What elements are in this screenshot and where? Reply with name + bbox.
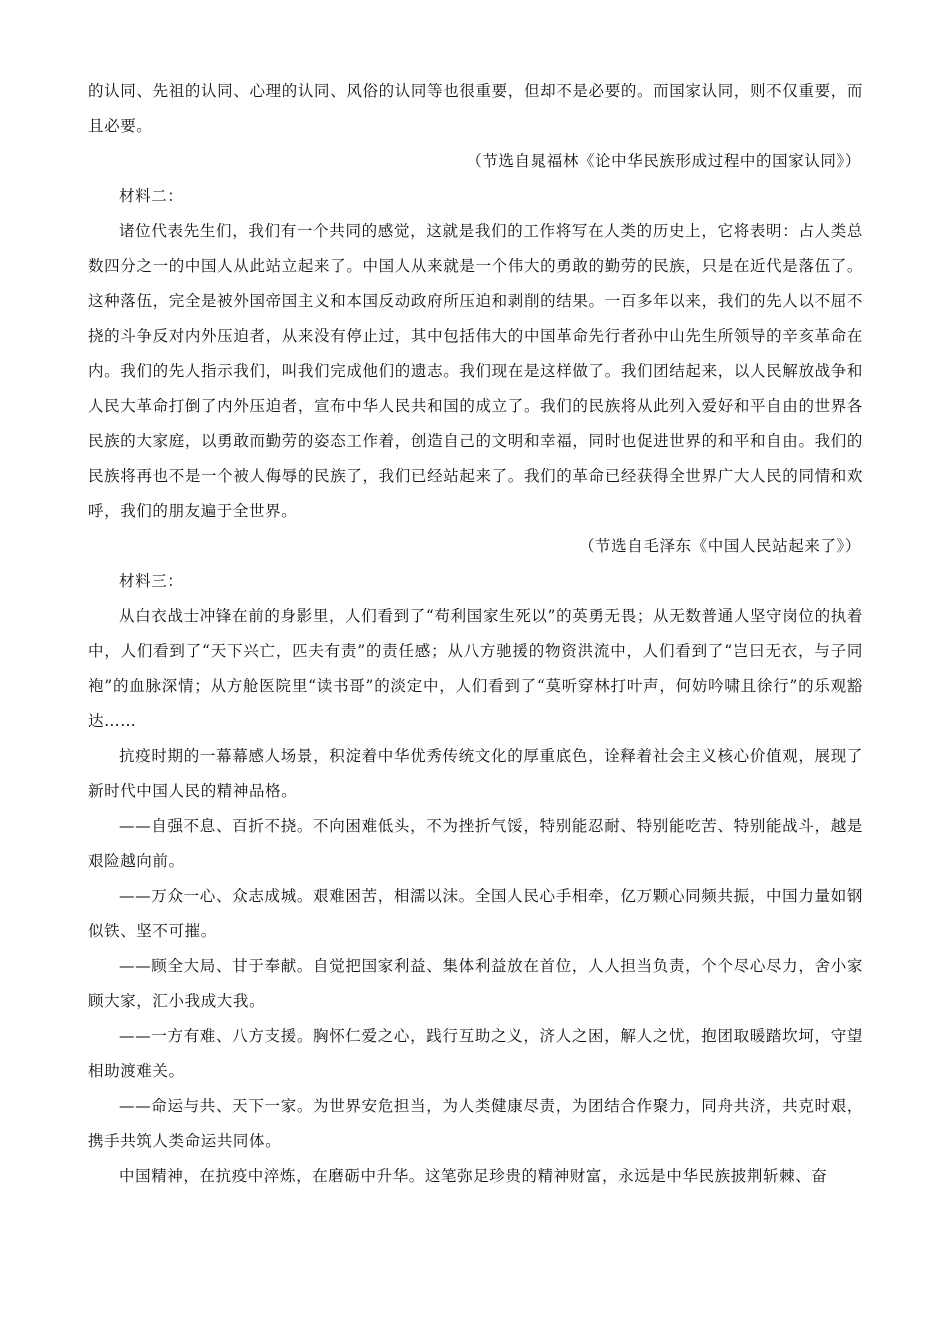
document-page xyxy=(88,74,863,1194)
material1-source: （节选自晁福林《论中华民族形成过程中的国家认同》） xyxy=(466,152,861,170)
material3-paragraph: ——一方有难、八方支援。胸怀仁爱之心，践行互助之义，济人之困，解人之忧，抱团取暖踏坎坷，守望相助渡难关。 xyxy=(88,1027,863,1080)
material2-source: （节选自毛泽东《中国人民站起来了》） xyxy=(578,537,861,555)
material3-heading: 材料三： xyxy=(119,572,184,590)
material2-paragraph: 诸位代表先生们，我们有一个共同的感觉，这就是我们的工作将写在人类的历史上，它将表明：占人类总数四分之一的中国人从此站立起来了。中国人从来就是一个伟大的勇敢的勤劳的民族，只是在近代是落伍了。这种落伍，完全是被外国帝国主义和本国反动政府所压迫和剥削的结果。一百多年以来，我们的先人以不屈不挠的斗争反对内外压迫者，从来没有停止过，其中包括伟大的中国革命先行者孙中山先生所领导的辛亥革命在内。我们的先人指示我们，叫我们完成他们的遗志。我们现在是这样做了。我们团结起来，以人民解放战争和人民大革命打倒了内外压迫者，宣布中华人民共和国的成立了。我们的民族将从此列入爱好和平自由的世界各民族的大家庭，以勇敢而勤劳的姿态工作着，创造自己的文明和幸福，同时也促进世界的和平和自由。我们的民族将再也不是一个被人侮辱的民族了，我们已经站起来了。我们的革命已经获得全世界广大人民的同情和欢呼，我们的朋友遍于全世界。 xyxy=(88,222,863,520)
material3-paragraph: 抗疫时期的一幕幕感人场景，积淀着中华优秀传统文化的厚重底色，诠释着社会主义核心价值观，展现了新时代中国人民的精神品格。 xyxy=(88,747,863,800)
material2-heading: 材料二： xyxy=(119,187,184,205)
material1-continuation: 的认同、先祖的认同、心理的认同、风俗的认同等也很重要，但却不是必要的。而国家认同，则不仅重要，而且必要。 xyxy=(88,82,863,135)
material3-paragraph: ——万众一心、众志成城。艰难困苦，相濡以沫。全国人民心手相牵，亿万颗心同频共振，中国力量如钢似铁、坚不可摧。 xyxy=(88,887,863,940)
material3-paragraph: ——命运与共、天下一家。为世界安危担当，为人类健康尽责，为团结合作聚力，同舟共济，共克时艰，携手共筑人类命运共同体。 xyxy=(88,1097,863,1150)
material3-paragraph: ——顾全大局、甘于奉献。自觉把国家利益、集体利益放在首位，人人担当负责，个个尽心尽力，舍小家顾大家，汇小我成大我。 xyxy=(88,957,863,1010)
material3-paragraph: 中国精神，在抗疫中淬炼，在磨砺中升华。这笔弥足珍贵的精神财富，永远是中华民族披荆斩棘、奋 xyxy=(119,1167,828,1185)
material3-paragraph: ——自强不息、百折不挠。不向困难低头，不为挫折气馁，特别能忍耐、特别能吃苦、特别能战斗，越是艰险越向前。 xyxy=(88,817,863,870)
material3-paragraph: 从白衣战士冲锋在前的身影里，人们看到了“苟利国家生死以”的英勇无畏；从无数普通人坚守岗位的执着中，人们看到了“天下兴亡，匹夫有责”的责任感；从八方驰援的物资洪流中，人们看到了“岂曰无衣，与子同袍”的血脉深情；从方舱医院里“读书哥”的淡定中，人们看到了“莫听穿林打叶声，何妨吟啸且徐行”的乐观豁达…… xyxy=(88,607,863,730)
